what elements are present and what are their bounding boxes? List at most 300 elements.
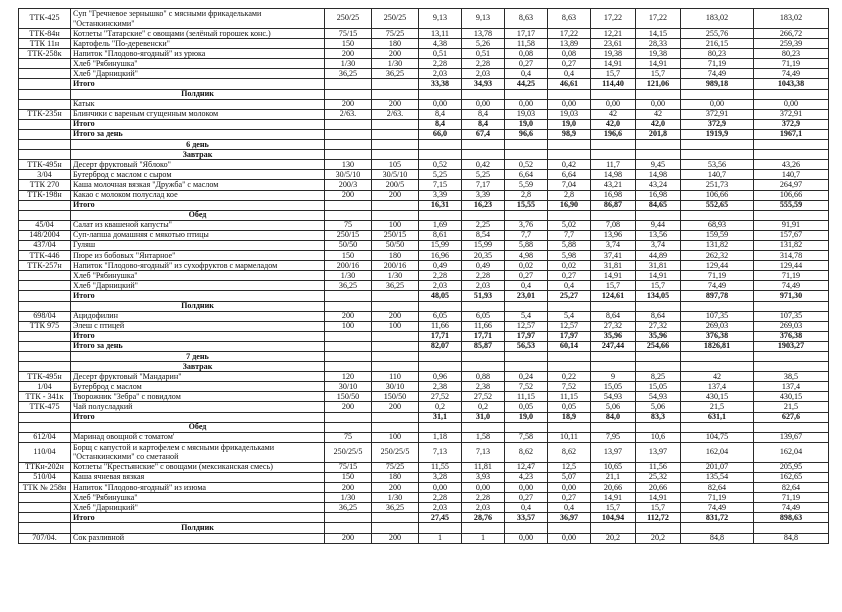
value-cell: 5,06 — [591, 402, 636, 412]
table-row — [19, 49, 829, 59]
value-cell: 0,4 — [548, 503, 591, 513]
empty-cell — [754, 150, 829, 160]
meal-section-title: Завтрак — [71, 150, 325, 160]
value-cell: 183,02 — [754, 9, 829, 29]
value-cell: 44,89 — [636, 251, 681, 261]
value-cell: 376,38 — [681, 331, 754, 341]
value-cell — [372, 412, 419, 422]
value-cell: 75/25 — [372, 462, 419, 472]
recipe-code-cell — [19, 119, 71, 129]
empty-cell — [505, 301, 548, 311]
value-cell: 15,7 — [591, 69, 636, 79]
value-cell: 42,0 — [591, 119, 636, 129]
value-cell: 0,52 — [505, 160, 548, 170]
empty-cell — [591, 140, 636, 150]
value-cell: 44,25 — [505, 79, 548, 89]
value-cell: 84,8 — [681, 533, 754, 543]
value-cell: 13,78 — [462, 29, 505, 39]
empty-cell — [591, 89, 636, 99]
value-cell: 14,91 — [591, 59, 636, 69]
recipe-code-cell: ТТК 270 — [19, 180, 71, 190]
value-cell: 0,00 — [419, 483, 462, 493]
value-cell: 67,4 — [462, 129, 505, 139]
value-cell: 11,15 — [505, 392, 548, 402]
value-cell: 7,7 — [548, 230, 591, 240]
value-cell: 0,00 — [548, 99, 591, 109]
value-cell: 0,00 — [505, 99, 548, 109]
value-cell: 96,6 — [505, 129, 548, 139]
value-cell: 107,35 — [681, 311, 754, 321]
value-cell: 254,66 — [636, 341, 681, 351]
table-row — [19, 39, 829, 49]
table-row — [19, 382, 829, 392]
value-cell: 3,39 — [462, 190, 505, 200]
value-cell: 162,04 — [681, 442, 754, 462]
value-cell: 200 — [325, 49, 372, 59]
dish-name-cell: Напиток "Плодово-ягодный" из сухофруктов с мармеладом — [71, 261, 325, 271]
value-cell: 3,39 — [419, 190, 462, 200]
recipe-code-cell — [19, 513, 71, 523]
value-cell: 13,97 — [636, 442, 681, 462]
value-cell: 200/16 — [325, 261, 372, 271]
empty-cell — [681, 301, 754, 311]
dish-name-cell: Напиток "Плодово-ягодный" из урюка — [71, 49, 325, 59]
value-cell: 2,25 — [462, 220, 505, 230]
empty-cell — [591, 362, 636, 372]
empty-cell — [548, 301, 591, 311]
value-cell: 34,93 — [462, 79, 505, 89]
value-cell: 0,00 — [462, 483, 505, 493]
value-cell — [325, 119, 372, 129]
value-cell: 2,28 — [462, 59, 505, 69]
recipe-code-cell — [19, 200, 71, 210]
meal-section-row — [19, 362, 829, 372]
value-cell: 831,72 — [681, 513, 754, 523]
dish-name-cell: Суп "Гречневое зернышко" с мясными фрикадельками "Останкинскими" — [71, 9, 325, 29]
value-cell: 0,08 — [548, 49, 591, 59]
total-label: Итого за день — [71, 129, 325, 139]
empty-cell — [548, 210, 591, 220]
value-cell: 0,24 — [505, 372, 548, 382]
value-cell: 2,8 — [505, 190, 548, 200]
value-cell: 2,03 — [419, 281, 462, 291]
value-cell: 17,97 — [548, 331, 591, 341]
value-cell: 110 — [372, 372, 419, 382]
recipe-code-cell: ТТК 975 — [19, 321, 71, 331]
empty-cell — [419, 523, 462, 533]
value-cell: 5,26 — [462, 39, 505, 49]
value-cell: 1043,38 — [754, 79, 829, 89]
table-body — [19, 9, 829, 544]
value-cell: 250/25 — [372, 9, 419, 29]
value-cell: 74,49 — [681, 503, 754, 513]
value-cell: 1/30 — [325, 271, 372, 281]
value-cell: 200/16 — [372, 261, 419, 271]
recipe-code-cell — [19, 69, 71, 79]
value-cell: 7,7 — [505, 230, 548, 240]
recipe-code-cell: ТТК-446 — [19, 251, 71, 261]
value-cell: 60,14 — [548, 341, 591, 351]
value-cell: 898,63 — [754, 513, 829, 523]
dish-name-cell: Маринад овощной с томатом' — [71, 432, 325, 442]
value-cell: 8,64 — [591, 311, 636, 321]
value-cell: 0,2 — [462, 402, 505, 412]
day-title: 6 день — [71, 140, 325, 150]
table-row — [19, 251, 829, 261]
recipe-code-cell — [19, 79, 71, 89]
value-cell: 36,25 — [372, 503, 419, 513]
value-cell: 36,25 — [325, 69, 372, 79]
value-cell: 2/63. — [372, 109, 419, 119]
table-row — [19, 160, 829, 170]
menu-nutrition-table — [18, 8, 829, 544]
value-cell: 8,25 — [636, 372, 681, 382]
value-cell: 0,52 — [419, 160, 462, 170]
value-cell: 200/3 — [325, 180, 372, 190]
table-row — [19, 483, 829, 493]
value-cell — [325, 291, 372, 301]
value-cell: 100 — [372, 432, 419, 442]
value-cell: 159,59 — [681, 230, 754, 240]
empty-cell — [325, 362, 372, 372]
code-cell — [19, 301, 71, 311]
value-cell: 1/30 — [372, 59, 419, 69]
value-cell: 33,38 — [419, 79, 462, 89]
value-cell: 35,96 — [591, 331, 636, 341]
value-cell: 80,23 — [754, 49, 829, 59]
dish-name-cell: Салат из квашеной капусты" — [71, 220, 325, 230]
total-row — [19, 412, 829, 422]
empty-cell — [325, 352, 372, 362]
value-cell: 5,4 — [548, 311, 591, 321]
value-cell: 16,96 — [419, 251, 462, 261]
value-cell: 266,72 — [754, 29, 829, 39]
value-cell: 13,11 — [419, 29, 462, 39]
value-cell: 5,88 — [548, 240, 591, 250]
table-row — [19, 311, 829, 321]
value-cell: 180 — [372, 39, 419, 49]
meal-section-row — [19, 301, 829, 311]
value-cell — [372, 200, 419, 210]
value-cell: 15,7 — [591, 281, 636, 291]
value-cell: 33,57 — [505, 513, 548, 523]
value-cell: 15,99 — [419, 240, 462, 250]
code-cell — [19, 150, 71, 160]
value-cell: 8,63 — [548, 9, 591, 29]
value-cell: 36,25 — [372, 281, 419, 291]
value-cell: 251,73 — [681, 180, 754, 190]
value-cell: 0,00 — [419, 99, 462, 109]
value-cell: 135,54 — [681, 472, 754, 482]
value-cell: 12,21 — [591, 29, 636, 39]
value-cell: 0,49 — [462, 261, 505, 271]
value-cell: 10,11 — [548, 432, 591, 442]
value-cell: 180 — [372, 472, 419, 482]
value-cell: 21,5 — [754, 402, 829, 412]
value-cell: 19,0 — [505, 412, 548, 422]
empty-cell — [419, 140, 462, 150]
value-cell: 10,65 — [591, 462, 636, 472]
table-row — [19, 230, 829, 240]
value-cell: 0,88 — [462, 372, 505, 382]
empty-cell — [591, 422, 636, 432]
value-cell: 84,65 — [636, 200, 681, 210]
table-row — [19, 503, 829, 513]
total-label: Итого — [71, 79, 325, 89]
value-cell: 0,27 — [548, 493, 591, 503]
value-cell: 20,66 — [636, 483, 681, 493]
total-label: Итого — [71, 513, 325, 523]
value-cell: 555,59 — [754, 200, 829, 210]
value-cell: 16,31 — [419, 200, 462, 210]
empty-cell — [681, 210, 754, 220]
value-cell: 15,7 — [591, 503, 636, 513]
value-cell: 15,99 — [462, 240, 505, 250]
total-label: Итого — [71, 331, 325, 341]
empty-cell — [636, 89, 681, 99]
value-cell: 0,96 — [419, 372, 462, 382]
value-cell: 2,28 — [419, 493, 462, 503]
value-cell: 105 — [372, 160, 419, 170]
value-cell: 8,63 — [505, 9, 548, 29]
value-cell: 139,67 — [754, 432, 829, 442]
table-row — [19, 321, 829, 331]
table-row — [19, 261, 829, 271]
value-cell: 9,13 — [419, 9, 462, 29]
value-cell: 200 — [372, 311, 419, 321]
table-row — [19, 442, 829, 462]
dish-name-cell: Какао с молоком полуслад кое — [71, 190, 325, 200]
meal-section-row — [19, 89, 829, 99]
value-cell: 430,15 — [754, 392, 829, 402]
recipe-code-cell: ТТК-257н — [19, 261, 71, 271]
value-cell: 5,59 — [505, 180, 548, 190]
value-cell: 0,4 — [505, 69, 548, 79]
value-cell: 0,4 — [548, 281, 591, 291]
value-cell: 42 — [681, 372, 754, 382]
value-cell: 74,49 — [754, 503, 829, 513]
day-heading-row — [19, 140, 829, 150]
value-cell: 2,28 — [419, 271, 462, 281]
value-cell: 15,05 — [636, 382, 681, 392]
value-cell: 75 — [325, 432, 372, 442]
value-cell: 0,27 — [505, 493, 548, 503]
table-row — [19, 472, 829, 482]
value-cell — [372, 291, 419, 301]
value-cell: 0,02 — [548, 261, 591, 271]
empty-cell — [372, 301, 419, 311]
value-cell: 200 — [325, 99, 372, 109]
value-cell: 372,9 — [681, 119, 754, 129]
value-cell: 0,51 — [419, 49, 462, 59]
value-cell: 1903,27 — [754, 341, 829, 351]
value-cell: 2,38 — [462, 382, 505, 392]
empty-cell — [681, 140, 754, 150]
value-cell: 66,0 — [419, 129, 462, 139]
recipe-code-cell: ТТК-198н — [19, 190, 71, 200]
dish-name-cell: Хлеб "Рябинушка" — [71, 59, 325, 69]
value-cell: 15,55 — [505, 200, 548, 210]
value-cell: 7,04 — [548, 180, 591, 190]
value-cell: 23,61 — [591, 39, 636, 49]
value-cell: 3,28 — [419, 472, 462, 482]
recipe-code-cell: ТТК-258к — [19, 49, 71, 59]
value-cell: 200 — [372, 402, 419, 412]
value-cell: 86,87 — [591, 200, 636, 210]
dish-name-cell: Ацидофилин — [71, 311, 325, 321]
meal-section-title: Полдник — [71, 301, 325, 311]
value-cell: 4,23 — [505, 472, 548, 482]
value-cell: 9,13 — [462, 9, 505, 29]
value-cell: 0,22 — [548, 372, 591, 382]
value-cell: 15,7 — [636, 281, 681, 291]
value-cell: 157,67 — [754, 230, 829, 240]
value-cell: 5,25 — [419, 170, 462, 180]
value-cell — [372, 79, 419, 89]
recipe-code-cell: 510/04 — [19, 472, 71, 482]
empty-cell — [636, 140, 681, 150]
value-cell: 0,00 — [462, 99, 505, 109]
value-cell: 216,15 — [681, 39, 754, 49]
value-cell: 36,25 — [325, 503, 372, 513]
value-cell: 269,03 — [754, 321, 829, 331]
value-cell — [325, 79, 372, 89]
value-cell: 201,8 — [636, 129, 681, 139]
dish-name-cell: Бутерброд с маслом с сыром — [71, 170, 325, 180]
value-cell: 0,00 — [591, 99, 636, 109]
value-cell: 91,91 — [754, 220, 829, 230]
value-cell: 7,52 — [505, 382, 548, 392]
value-cell — [372, 341, 419, 351]
dish-name-cell: Блинчики с вареным сгущенным молоком — [71, 109, 325, 119]
value-cell — [325, 341, 372, 351]
value-cell: 31,81 — [636, 261, 681, 271]
table-row — [19, 69, 829, 79]
value-cell: 27,32 — [636, 321, 681, 331]
dish-name-cell: Котлеты "Татарские" с овощами (зелёный горошек конс.) — [71, 29, 325, 39]
value-cell: 0,00 — [681, 99, 754, 109]
meal-section-title: Обед — [71, 210, 325, 220]
empty-cell — [591, 301, 636, 311]
day-heading-row — [19, 352, 829, 362]
value-cell: 51,93 — [462, 291, 505, 301]
value-cell: 314,78 — [754, 251, 829, 261]
value-cell: 35,96 — [636, 331, 681, 341]
value-cell: 2,03 — [419, 69, 462, 79]
value-cell: 19,38 — [636, 49, 681, 59]
value-cell — [372, 331, 419, 341]
total-row — [19, 79, 829, 89]
value-cell: 0,27 — [548, 271, 591, 281]
value-cell: 2,28 — [419, 59, 462, 69]
value-cell: 2,03 — [462, 69, 505, 79]
value-cell: 552,65 — [681, 200, 754, 210]
table-row — [19, 402, 829, 412]
empty-cell — [462, 523, 505, 533]
value-cell: 1 — [462, 533, 505, 543]
value-cell: 0,2 — [419, 402, 462, 412]
value-cell: 2,8 — [548, 190, 591, 200]
value-cell: 120 — [325, 372, 372, 382]
value-cell: 30/10 — [372, 382, 419, 392]
value-cell: 14,98 — [636, 170, 681, 180]
value-cell: 11,81 — [462, 462, 505, 472]
value-cell: 11,58 — [505, 39, 548, 49]
value-cell: 17,71 — [462, 331, 505, 341]
meal-section-title: Обед — [71, 422, 325, 432]
value-cell: 627,6 — [754, 412, 829, 422]
value-cell: 12,5 — [548, 462, 591, 472]
dish-name-cell: Картофель "По-деревенски" — [71, 39, 325, 49]
value-cell: 15,05 — [591, 382, 636, 392]
value-cell: 0,08 — [505, 49, 548, 59]
value-cell: 17,22 — [636, 9, 681, 29]
table-row — [19, 29, 829, 39]
value-cell: 80,23 — [681, 49, 754, 59]
value-cell: 85,87 — [462, 341, 505, 351]
empty-cell — [372, 89, 419, 99]
value-cell: 0,42 — [548, 160, 591, 170]
dish-name-cell: Элеш с птицей — [71, 321, 325, 331]
value-cell: 8,4 — [419, 119, 462, 129]
value-cell: 75/15 — [325, 462, 372, 472]
value-cell: 1,58 — [462, 432, 505, 442]
value-cell: 1/30 — [325, 59, 372, 69]
dish-name-cell: Хлеб "Дарницкий" — [71, 281, 325, 291]
value-cell: 104,94 — [591, 513, 636, 523]
value-cell: 30/5/10 — [372, 170, 419, 180]
recipe-code-cell: ТТК-475 — [19, 402, 71, 412]
empty-cell — [325, 523, 372, 533]
value-cell: 0,4 — [505, 503, 548, 513]
value-cell — [325, 200, 372, 210]
empty-cell — [754, 89, 829, 99]
value-cell: 14,91 — [591, 493, 636, 503]
meal-section-row — [19, 150, 829, 160]
code-cell — [19, 140, 71, 150]
empty-cell — [636, 422, 681, 432]
value-cell — [372, 129, 419, 139]
value-cell: 13,96 — [591, 230, 636, 240]
value-cell — [325, 412, 372, 422]
value-cell: 56,53 — [505, 341, 548, 351]
value-cell: 7,52 — [548, 382, 591, 392]
value-cell: 9,45 — [636, 160, 681, 170]
empty-cell — [548, 89, 591, 99]
value-cell: 18,9 — [548, 412, 591, 422]
value-cell: 897,78 — [681, 291, 754, 301]
value-cell: 21,1 — [591, 472, 636, 482]
value-cell: 14,91 — [636, 493, 681, 503]
value-cell: 17,22 — [548, 29, 591, 39]
empty-cell — [591, 150, 636, 160]
empty-cell — [372, 523, 419, 533]
value-cell: 8,64 — [636, 311, 681, 321]
value-cell: 247,44 — [591, 341, 636, 351]
dish-name-cell: Десерт фруктовый "Мандарин" — [71, 372, 325, 382]
value-cell: 11,55 — [419, 462, 462, 472]
dish-name-cell: Каша молочная вязкая "Дружба" с маслом — [71, 180, 325, 190]
value-cell: 5,07 — [548, 472, 591, 482]
recipe-code-cell — [19, 281, 71, 291]
value-cell: 3,76 — [505, 220, 548, 230]
value-cell: 8,62 — [548, 442, 591, 462]
value-cell: 0,02 — [505, 261, 548, 271]
dish-name-cell: Суп-лапша домашняя с мякотью птицы — [71, 230, 325, 240]
value-cell: 200 — [372, 99, 419, 109]
meal-section-title: Завтрак — [71, 362, 325, 372]
table-row — [19, 170, 829, 180]
